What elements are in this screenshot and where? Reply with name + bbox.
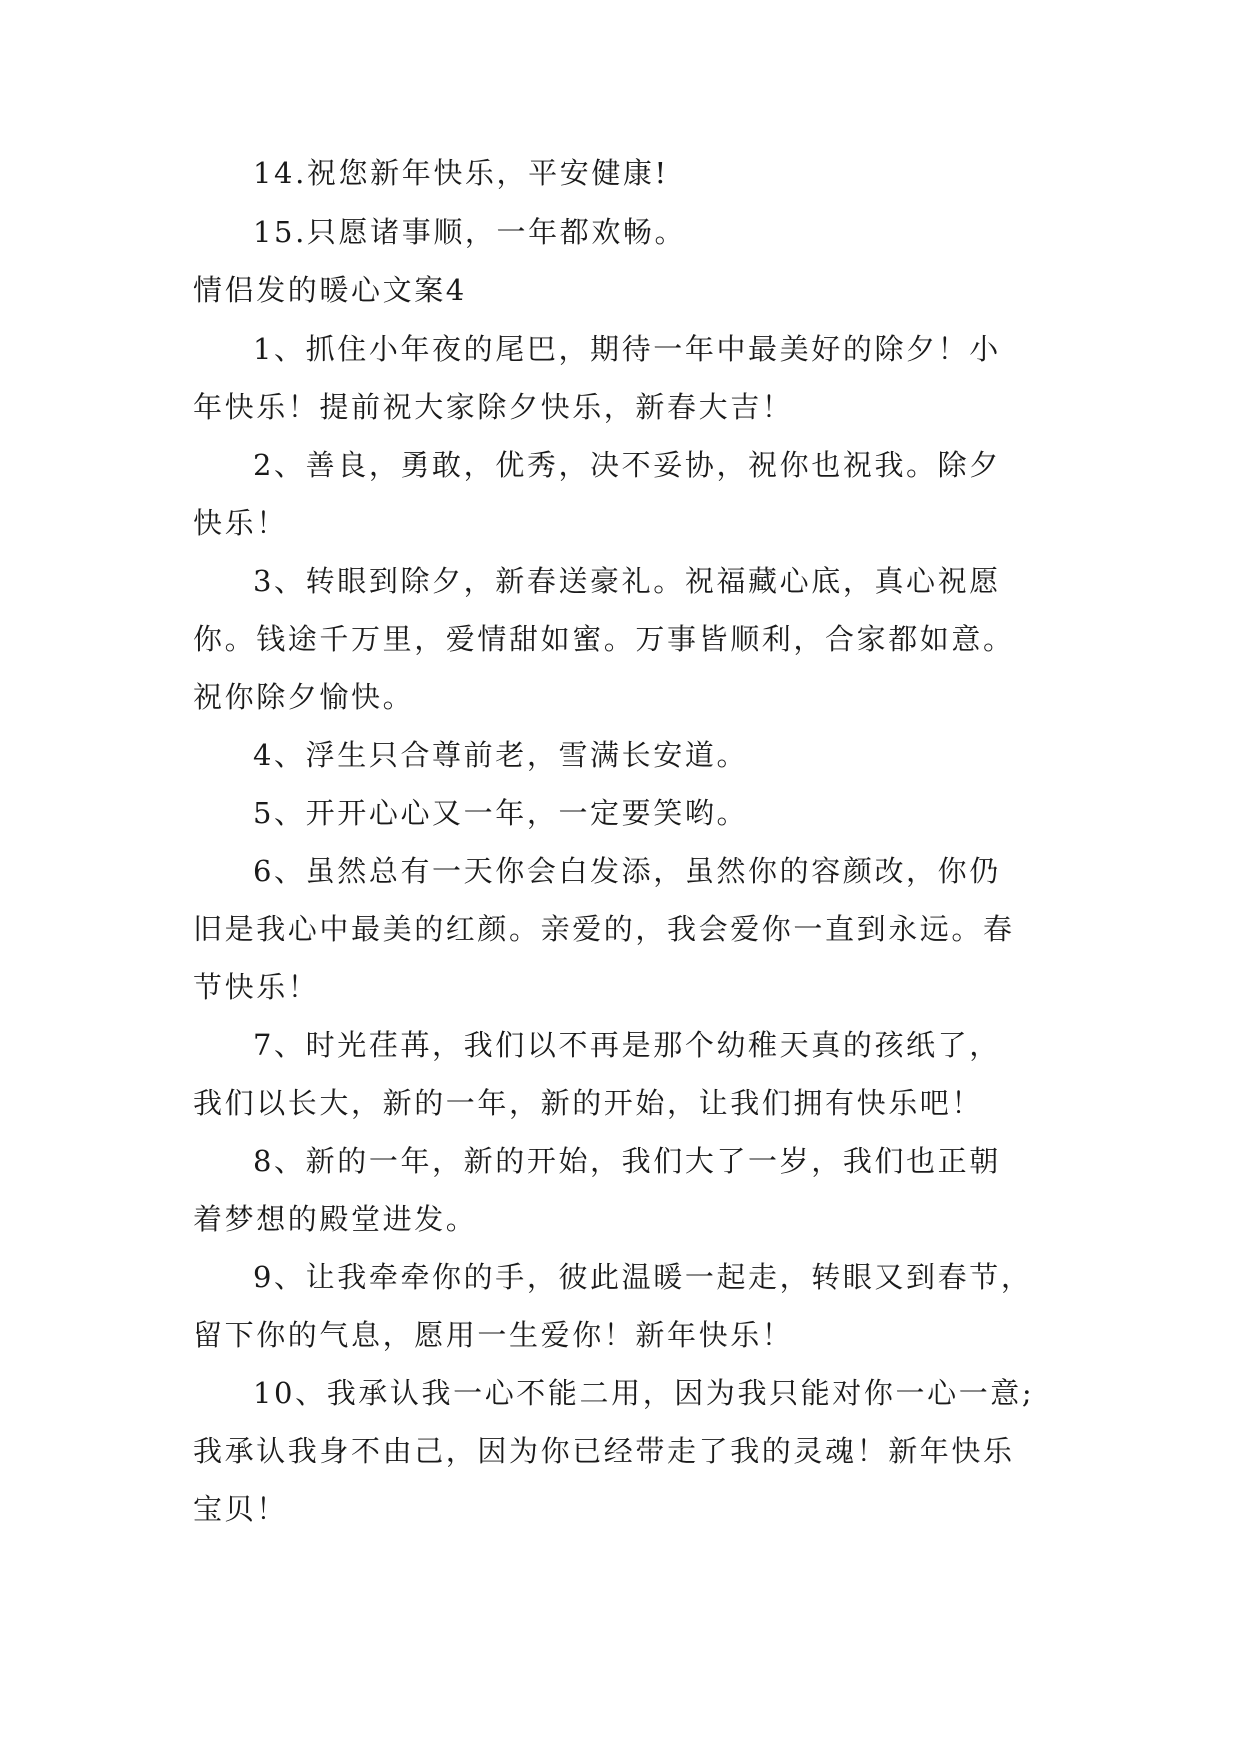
text-line: 你。钱途千万里，爱情甜如蜜。万事皆顺利，合家都如意。: [193, 622, 1015, 656]
text-line: 祝你除夕愉快。: [193, 680, 415, 714]
text-line: 4、浮生只合尊前老，雪满长安道。: [253, 738, 749, 772]
text-line: 3、转眼到除夕，新春送豪礼。祝福藏心底，真心祝愿: [253, 564, 1001, 598]
text-line: 着梦想的殿堂进发。: [193, 1202, 478, 1236]
text-line: 我承认我身不由己，因为你已经带走了我的灵魂！新年快乐: [193, 1434, 1015, 1468]
text-line: 2、善良，勇敢，优秀，决不妥协，祝你也祝我。除夕: [253, 448, 1001, 482]
text-line: 6、虽然总有一天你会白发添，虽然你的容颜改，你仍: [253, 854, 1001, 888]
text-line: 我们以长大，新的一年，新的开始，让我们拥有快乐吧！: [193, 1086, 984, 1120]
text-line: 旧是我心中最美的红颜。亲爱的，我会爱你一直到永远。春: [193, 912, 1015, 946]
text-line: 5、开开心心又一年，一定要笑哟。: [253, 796, 749, 830]
text-line: 节快乐！: [193, 970, 320, 1004]
text-line: 14.祝您新年快乐，平安健康!: [253, 156, 669, 190]
text-line: 10、我承认我一心不能二用，因为我只能对你一心一意;: [253, 1376, 1035, 1410]
text-line: 9、让我牵牵你的手，彼此温暖一起走，转眼又到春节，: [253, 1260, 1033, 1294]
text-line: 8、新的一年，新的开始，我们大了一岁，我们也正朝: [253, 1144, 1001, 1178]
text-line: 留下你的气息，愿用一生爱你！新年快乐！: [193, 1318, 794, 1352]
text-line: 1、抓住小年夜的尾巴，期待一年中最美好的除夕！小: [253, 332, 1001, 366]
text-line: 年快乐！提前祝大家除夕快乐，新春大吉！: [193, 390, 794, 424]
text-line: 宝贝！: [193, 1492, 288, 1526]
text-line: 7、时光荏苒，我们以不再是那个幼稚天真的孩纸了，: [253, 1028, 1001, 1062]
text-line: 快乐！: [193, 506, 288, 540]
text-line: 15.只愿诸事顺，一年都欢畅。: [253, 215, 687, 249]
section-heading: 情侣发的暖心文案4: [193, 273, 467, 307]
